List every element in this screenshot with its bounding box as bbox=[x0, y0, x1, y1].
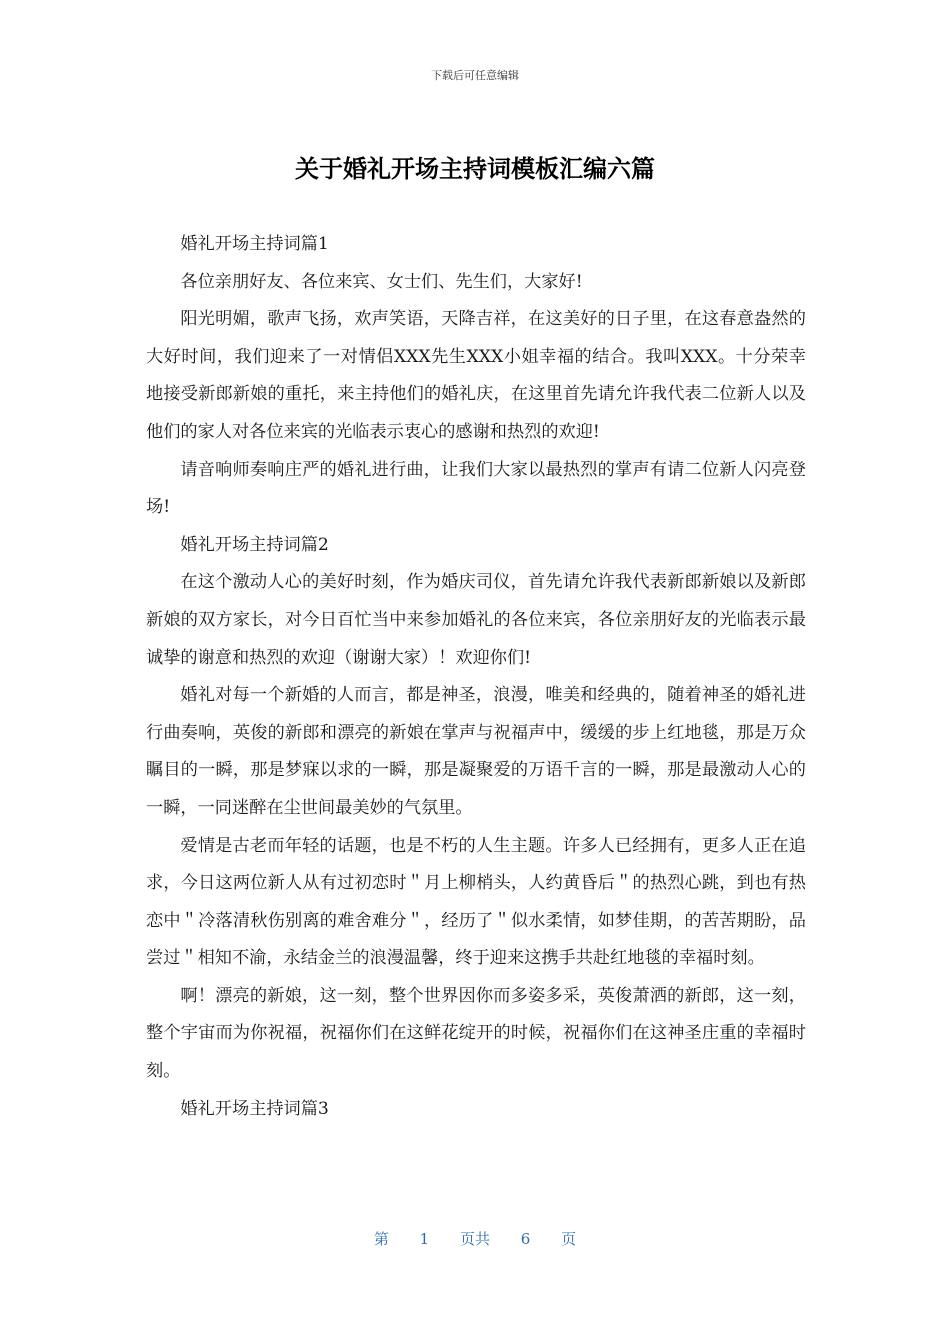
page-footer bbox=[0, 1228, 950, 1249]
paragraph: 请音响师奏响庄严的婚礼进行曲，让我们大家以最热烈的掌声有请二位新人闪亮登场! bbox=[146, 459, 806, 518]
section-heading-3: 婚礼开场主持词篇3 bbox=[180, 1098, 329, 1119]
paragraph: 啊！漂亮的新娘，这一刻，整个世界因你而多姿多采，英俊萧洒的新郎，这一刻，整个宇宙而为你祝福，祝福你们在这鲜花绽开的时候，祝福你们在这神圣庄重的幸福时刻。 bbox=[146, 985, 806, 1082]
paragraph: 各位亲朋好友、各位来宾、女士们、先生们，大家好! bbox=[180, 271, 583, 292]
page-number: 1 bbox=[419, 1230, 430, 1248]
page-label-middle: 页共 bbox=[459, 1230, 490, 1248]
document-title: 关于婚礼开场主持词模板汇编六篇 bbox=[295, 155, 655, 183]
paragraph: 阳光明媚，歌声飞扬，欢声笑语，天降吉祥，在这美好的日子里，在这春意盎然的大好时间，我们迎来了一对情侣XXX先生XXX小姐幸福的结合。我叫XXX。十分荣幸地接受新郎新娘的重托，来主持他们的婚礼庆，在这里首先请允许我代表二位新人以及他们的家人对各位来宾的光临表示衷心的感谢和热烈的欢迎! bbox=[146, 309, 806, 442]
section-heading-2: 婚礼开场主持词篇2 bbox=[180, 534, 329, 555]
page-label-suffix: 页 bbox=[561, 1230, 577, 1248]
header-note: 下载后可任意编辑 bbox=[431, 69, 519, 82]
document-body bbox=[146, 226, 806, 1128]
paragraph: 在这个激动人心的美好时刻，作为婚庆司仪，首先请允许我代表新郎新娘以及新郎新娘的双方家长，对今日百忙当中来参加婚礼的各位来宾，各位亲朋好友的光临表示最诚挚的谢意和热烈的欢迎（谢谢大家）！欢迎你们! bbox=[146, 572, 806, 668]
paragraph: 爱情是古老而年轻的话题，也是不朽的人生主题。许多人已经拥有，更多人正在追求，今日这两位新人从有过初恋时＂月上柳梢头，人约黄昏后＂的热烈心跳，到也有热恋中＂冷落清秋伤别离的难舍难分＂，经历了＂似水柔情，如梦佳期，的苦苦期盼，品尝过＂相知不渝，永结金兰的浪漫温馨，终于迎来这携手共赴红地毯的幸福时刻。 bbox=[146, 835, 806, 969]
paragraph: 婚礼对每一个新婚的人而言，都是神圣，浪漫，唯美和经典的，随着神圣的婚礼进行曲奏响，英俊的新郎和漂亮的新娘在掌声与祝福声中，缓缓的步上红地毯，那是万众瞩目的一瞬，那是梦寐以求的一瞬，那是凝聚爱的万语千言的一瞬，那是最激动人心的一瞬，一同迷醉在尘世间最美妙的气氛里。 bbox=[146, 685, 806, 818]
section-heading-1: 婚礼开场主持词篇1 bbox=[180, 234, 329, 254]
page-label-prefix: 第 bbox=[373, 1230, 389, 1248]
total-pages: 6 bbox=[520, 1230, 531, 1248]
